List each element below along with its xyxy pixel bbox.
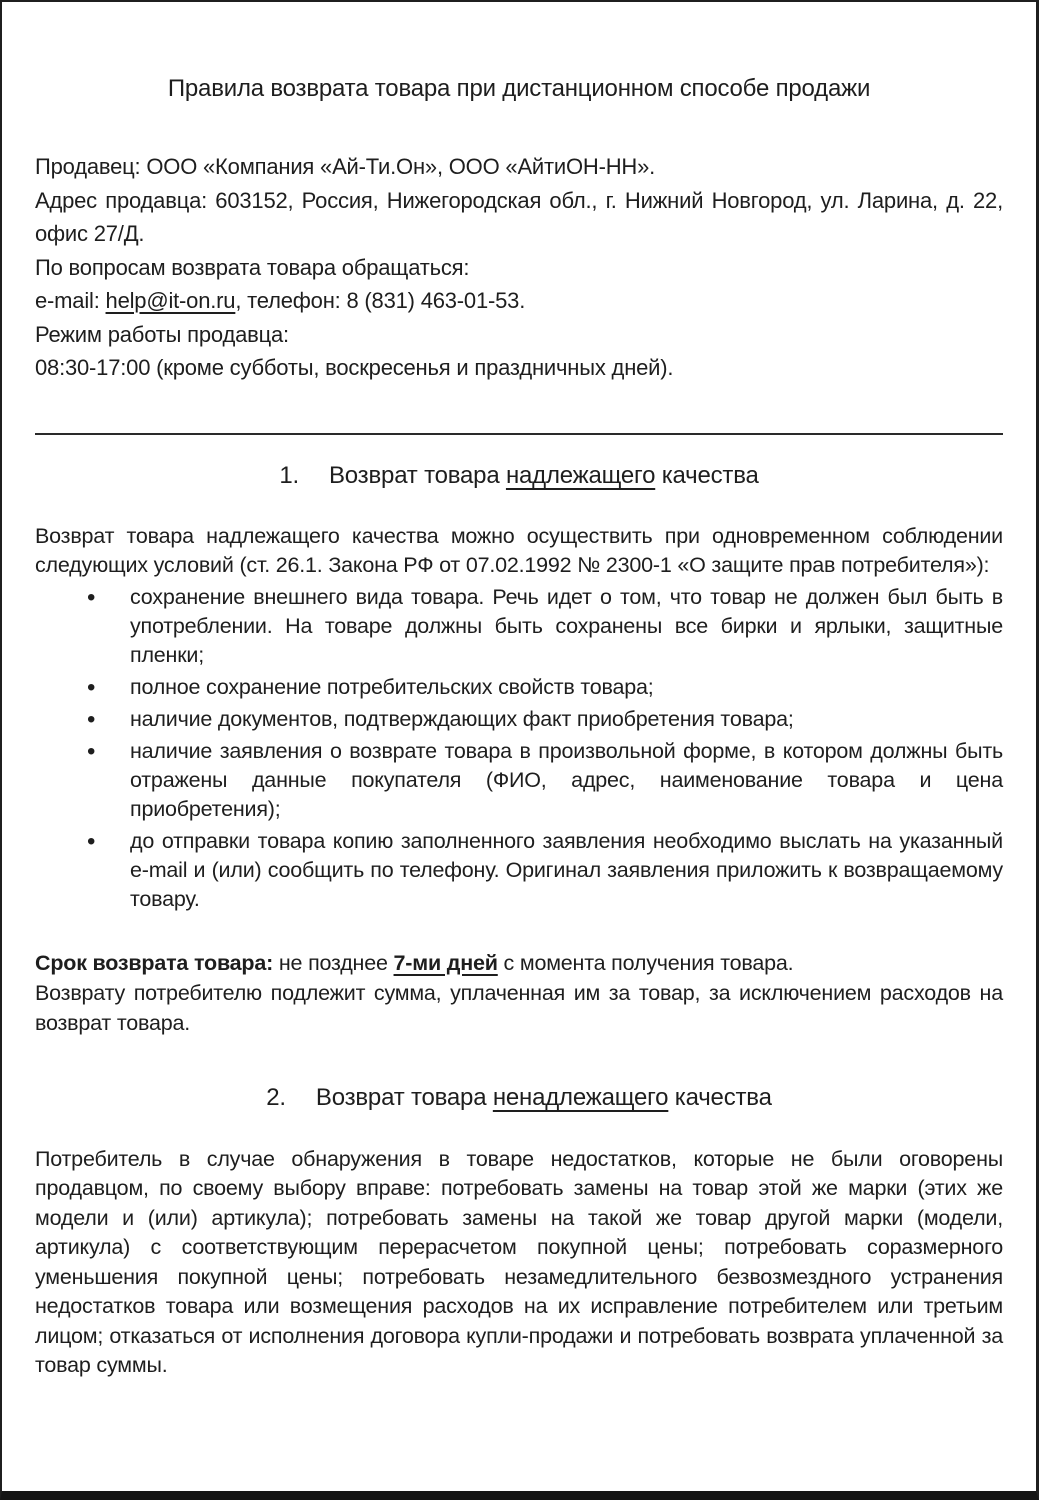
refund-paragraph: Возврату потребителю подлежит сумма, уплаченная им за товар, за исключением расходов на возврат товара. <box>35 980 1003 1035</box>
section2-title-suffix: качества <box>668 1083 772 1111</box>
return-term-line <box>35 948 1003 978</box>
list-item: • наличие заявления о возврате товара в произвольной форме, в котором должны быть отражены данные покупателя (ФИО, адрес, наименование товара и цена приобретения); <box>87 737 1003 824</box>
returns-contact-intro-line: По вопросам возврата товара обращаться: <box>35 254 470 280</box>
section1-title-suffix: качества <box>655 461 759 489</box>
return-term-suffix: с момента получения товара. <box>497 950 794 975</box>
document-title: Правила возврата товара при дистанционном способе продажи <box>167 75 871 102</box>
phone-text: , телефон: 8 (831) 463-01-53. <box>235 288 526 313</box>
seller-name-line: Продавец: ООО «Компания «Ай-Ти.Он», ООО «АйтиОН-НН». <box>35 154 656 179</box>
section1-intro-paragraph: Возврат товара надлежащего качества можно осуществить при одновременном соблюдении следующих условий (ст. 26.1. Закона РФ от 07.02.1992 № 2300-1 «О защите прав потребителя»): <box>35 523 1003 577</box>
section1-title-underlined: надлежащего <box>505 461 656 489</box>
section2-heading <box>35 1083 1003 1113</box>
list-item: • наличие документов, подтверждающих факт приобретения товара; <box>87 705 1003 734</box>
section1-title <box>329 461 759 491</box>
email-label: e-mail: <box>35 288 106 313</box>
section1-number: 1. <box>279 461 299 489</box>
email-link[interactable]: help@it-on.ru <box>105 288 236 313</box>
working-hours-line: 08:30-17:00 (кроме субботы, воскресенья и праздничных дней). <box>35 355 674 380</box>
section2-title-prefix: Возврат товара <box>315 1083 493 1111</box>
seller-info-block <box>35 150 1003 385</box>
return-term-middle: не позднее <box>273 950 394 975</box>
section-divider-line <box>35 433 1003 435</box>
list-item: • до отправки товара копию заполненного заявления необходимо выслать на указанный e-mail и (или) сообщить по телефону. Оригинал заявления приложить к возвращаемому товару. <box>87 827 1003 914</box>
return-term-label: Срок возврата товара: <box>35 950 274 975</box>
section1-title-prefix: Возврат товара <box>329 461 506 489</box>
return-term-days: 7-ми дней <box>393 950 498 975</box>
section2-body-paragraph: Потребитель в случае обнаружения в товаре недостатков, которые не были оговорены продавцом, по своему выбору вправе: потребовать замены на товар этой же марки (этих же модели и (или) артикула); потребовать замены на такой же товар другой марки (модели, артикула) с соответствующим перерасчетом покупной цены; потребовать соразмерного уменьшения покупной цены; потребовать незамедлительного безвозмездного устранения недостатков товара или возмещения расходов на их исправление потребителем или третьим лицом; отказаться от исполнения договора купли-продажи и потребовать возврата уплаченной за товар суммы. <box>35 1146 1003 1377</box>
contact-line <box>35 284 1003 318</box>
working-hours-label-line: Режим работы продавца: <box>35 321 289 347</box>
return-conditions-list <box>35 583 1003 914</box>
section1-heading <box>35 461 1003 491</box>
section2-title <box>316 1083 772 1113</box>
list-item: • полное сохранение потребительских свойств товара; <box>87 673 1003 702</box>
section2-number: 2. <box>266 1083 286 1111</box>
section2-title-underlined: ненадлежащего <box>492 1083 669 1111</box>
list-item: • сохранение внешнего вида товара. Речь идет о том, что товар не должен был быть в употреблении. На товаре должны быть сохранены все бирки и ярлыки, защитные пленки; <box>87 583 1003 670</box>
seller-address-line: Адрес продавца: 603152, Россия, Нижегородская обл., г. Нижний Новгород, ул. Ларина, д. 22, офис 27/Д. <box>35 187 1003 246</box>
